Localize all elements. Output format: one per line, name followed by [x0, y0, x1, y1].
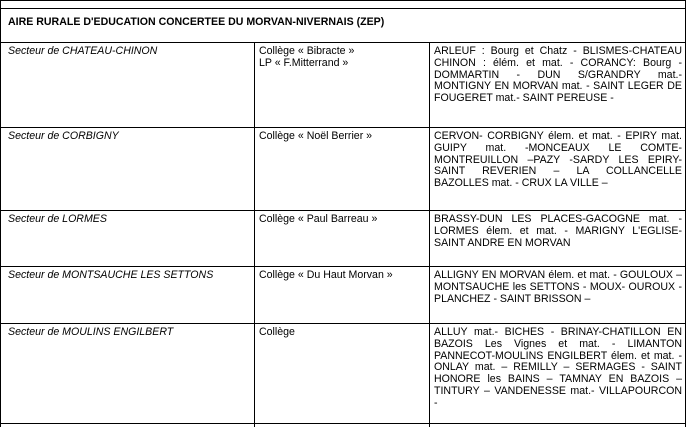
table-right-border [685, 0, 686, 427]
college-name: Collège « Paul Barreau » [259, 213, 378, 225]
row-divider-4 [0, 323, 686, 324]
row-divider-3 [0, 266, 686, 267]
college-name: Collège « Noël Berrier » [259, 130, 373, 142]
communes-list: ARLEUF : Bourg et Chatz - BLISMES-CHATEAU CHINON : élém. et mat. - CORANCY: Bourg - DOMMARTIN - DUN S/GRANDRY mat.- MONTIGNY EN MORVAN mat. - SAINT LEGER DE FOUGERET mat.- SAINT PEREUSE - [434, 45, 682, 105]
sector-label: Secteur de MOULINS ENGILBERT [8, 326, 174, 338]
sector-label: Secteur de CORBIGNY [8, 130, 119, 142]
communes-list: ALLUY mat.- BICHES - BRINAY-CHATILLON EN BAZOIS Les Vignes et mat. - LIMANTON PANNECOT-MOULINS ENGILBERT élem. et mat. - ONLAY mat. – REMILLY – SERMAGES - SAINT HONORE les BAINS – TAMNAY EN BAZOIS – TINTURY – VANDENESSE mat.- VILLAPOURCON - [434, 326, 682, 409]
communes-list: ALLIGNY EN MORVAN élem. et mat. - GOULOUX – MONTSAUCHE les SETTONS - MOUX- OUROUX - PLANCHEZ - SAINT BRISSON – [434, 269, 682, 305]
column-divider-2 [429, 43, 430, 427]
row-divider-1 [0, 127, 686, 128]
row-divider-2 [0, 210, 686, 211]
table-top-border [0, 0, 686, 1]
college-name: Collège « Du Haut Morvan » [259, 269, 393, 281]
college-name: Collège [259, 326, 295, 338]
communes-list: CERVON- CORBIGNY élem. et mat. - EPIRY mat. GUIPY mat. -MONCEAUX LE COMTE- MONTREUILLON –PAZY -SARDY LES EPIRY- SAINT REVERIEN – LA COLLANCELLE BAZOLLES mat. - CRUX LA VILLE – [434, 130, 682, 190]
row-divider-5 [0, 423, 686, 424]
table-title: AIRE RURALE D'EDUCATION CONCERTEE DU MORVAN-NIVERNAIS (ZEP) [8, 16, 385, 28]
header-top-rule [0, 8, 686, 9]
sector-label: Secteur de MONTSAUCHE LES SETTONS [8, 269, 214, 281]
sector-label: Secteur de CHATEAU-CHINON [8, 45, 158, 57]
communes-list: BRASSY-DUN LES PLACES-GACOGNE mat. - LORMES élem. et mat. - MARIGNY L'EGLISE-SAINT ANDRE EN MORVAN [434, 213, 682, 249]
college-name: Collège « Bibracte » LP « F.Mitterrand » [259, 45, 355, 69]
header-bottom-rule [0, 42, 686, 43]
table-left-border [0, 0, 1, 427]
sector-label: Secteur de LORMES [8, 213, 107, 225]
column-divider-1 [254, 43, 255, 427]
